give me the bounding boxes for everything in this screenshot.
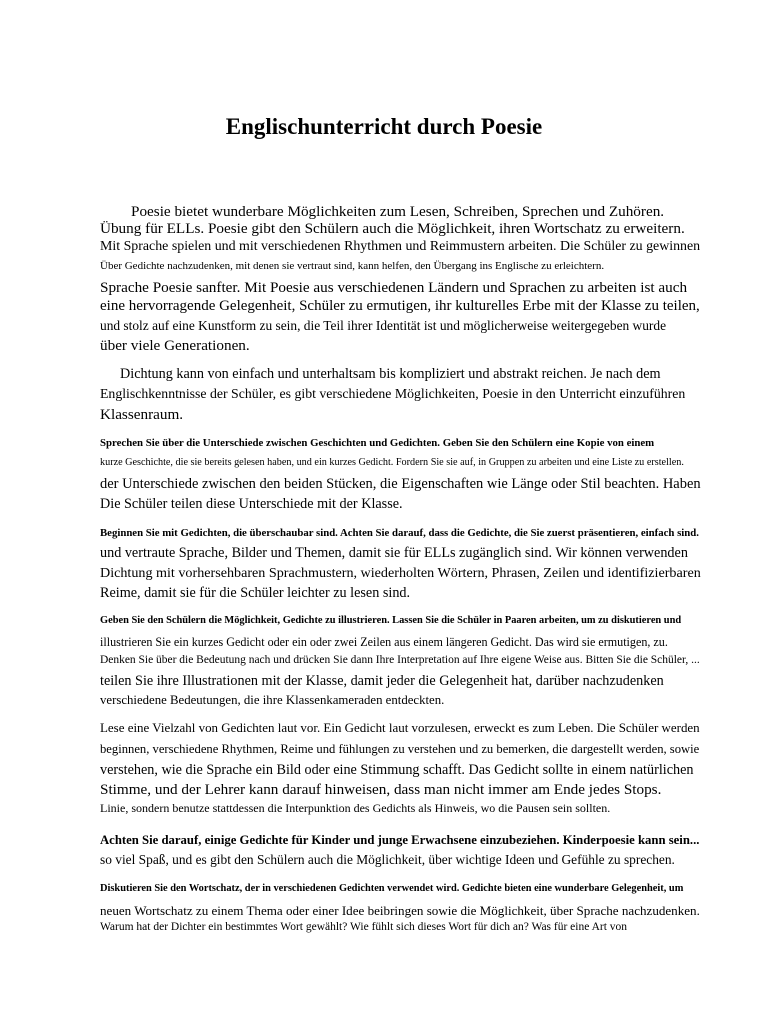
text-line: kurze Geschichte, die sie bereits gelesen haben, und ein kurzes Gedicht. Fordern Sie sie auf, in Gruppen zu arbeiten und eine Liste zu erstellen. <box>100 457 684 468</box>
text-line: Stimme, und der Lehrer kann darauf hinweisen, dass man nicht immer am Ende jedes Stops. <box>100 781 662 798</box>
text-line: und vertraute Sprache, Bilder und Themen, damit sie für ELLs zugänglich sind. Wir können verwenden <box>100 545 688 561</box>
page-title: Englischunterricht durch Poesie <box>225 114 543 139</box>
tip-heading: Achten Sie darauf, einige Gedichte für Kinder und junge Erwachsene einzubeziehen. Kinderpoesie kann sein... <box>100 833 700 847</box>
text-line: Über Gedichte nachzudenken, mit denen sie vertraut sind, kann helfen, den Übergang ins Englische zu erleichtern. <box>100 260 605 272</box>
text-line: über viele Generationen. <box>100 337 250 354</box>
text-line: und stolz auf eine Kunstform zu sein, die Teil ihrer Identität ist und möglicherweise weitergegeben wurde <box>100 318 667 333</box>
text-line: Warum hat der Dichter ein bestimmtes Wort gewählt? Wie fühlt sich dieses Wort für dich an? Was für eine Art von <box>100 921 628 933</box>
text-line: Dichtung mit vorhersehbaren Sprachmustern, wiederholten Wörtern, Phrasen, Zeilen und identifizierbaren <box>100 565 701 581</box>
text-line: eine hervorragende Gelegenheit, Schüler zu ermutigen, ihr kulturelles Erbe mit der Klasse zu teilen, <box>100 298 700 314</box>
text-line: der Unterschiede zwischen den beiden Stücken, die Eigenschaften wie Länge oder Stil beachten. Haben <box>100 476 701 492</box>
text-line: Denken Sie über die Bedeutung nach und drücken Sie dann Ihre Interpretation auf Ihre eigene Weise aus. Bitten Sie die Schüler, ... <box>100 654 700 666</box>
text-line: Übung für ELLs. Poesie gibt den Schülern auch die Möglichkeit, ihren Wortschatz zu erweitern. <box>100 220 685 237</box>
text-line: Lese eine Vielzahl von Gedichten laut vor. Ein Gedicht laut vorzulesen, erweckt es zum Leben. Die Schüler werden <box>100 720 700 735</box>
text-line: Sprache Poesie sanfter. Mit Poesie aus verschiedenen Ländern und Sprachen zu arbeiten ist auch <box>100 279 688 296</box>
text-line: verschiedene Bedeutungen, die ihre Klassenkameraden entdeckten. <box>100 693 445 707</box>
text-line: Klassenraum. <box>100 406 184 423</box>
tip-heading: Geben Sie den Schülern die Möglichkeit, Gedichte zu illustrieren. Lassen Sie die Schüler in Paaren arbeiten, um zu diskutieren und <box>100 615 682 626</box>
text-line: Poesie bietet wunderbare Möglichkeiten zum Lesen, Schreiben, Sprechen und Zuhören. <box>131 203 665 220</box>
text-line: so viel Spaß, und es gibt den Schülern auch die Möglichkeit, über wichtige Ideen und Gefühle zu sprechen. <box>100 852 675 867</box>
tip-heading: Diskutieren Sie den Wortschatz, der in verschiedenen Gedichten verwendet wird. Gedichte bieten eine wunderbare Gelegenheit, um <box>100 883 684 894</box>
text-line: Die Schüler teilen diese Unterschiede mit der Klasse. <box>100 496 403 512</box>
text-line: Englischkenntnisse der Schüler, es gibt verschiedene Möglichkeiten, Poesie in den Unterricht einzuführen <box>100 386 686 401</box>
text-line: neuen Wortschatz zu einem Thema oder einer Idee beibringen sowie die Möglichkeit, über Sprache nachzudenken. <box>100 903 700 918</box>
text-line: Dichtung kann von einfach und unterhaltsam bis kompliziert und abstrakt reichen. Je nach dem <box>120 366 661 382</box>
text-line: Linie, sondern benutze stattdessen die Interpunktion des Gedichts als Hinweis, wo die Pausen sein sollten. <box>100 801 611 815</box>
text-line: beginnen, verschiedene Rhythmen, Reime und fühlungen zu verstehen und zu bemerken, die dargestellt werden, sowie <box>100 742 700 756</box>
text-line: Reime, damit sie für die Schüler leichter zu lesen sind. <box>100 585 411 601</box>
tip-heading: Beginnen Sie mit Gedichten, die überschaubar sind. Achten Sie darauf, dass die Gedichte, die Sie zuerst präsentieren, einfach sind. <box>100 527 699 539</box>
tip-heading: Sprechen Sie über die Unterschiede zwischen Geschichten und Gedichten. Geben Sie den Schülern eine Kopie von einem <box>100 437 655 449</box>
text-line: verstehen, wie die Sprache ein Bild oder eine Stimmung schafft. Das Gedicht sollte in einem natürlichen <box>100 762 694 778</box>
text-line: illustrieren Sie ein kurzes Gedicht oder ein oder zwei Zeilen aus einem längeren Gedicht. Das wird sie ermutigen, zu. <box>100 635 668 649</box>
text-line: Mit Sprache spielen und mit verschiedenen Rhythmen und Reimmustern arbeiten. Die Schüler zu gewinnen <box>100 239 701 254</box>
text-line: teilen Sie ihre Illustrationen mit der Klasse, damit jeder die Gelegenheit hat, darüber nachzudenken <box>100 673 664 689</box>
